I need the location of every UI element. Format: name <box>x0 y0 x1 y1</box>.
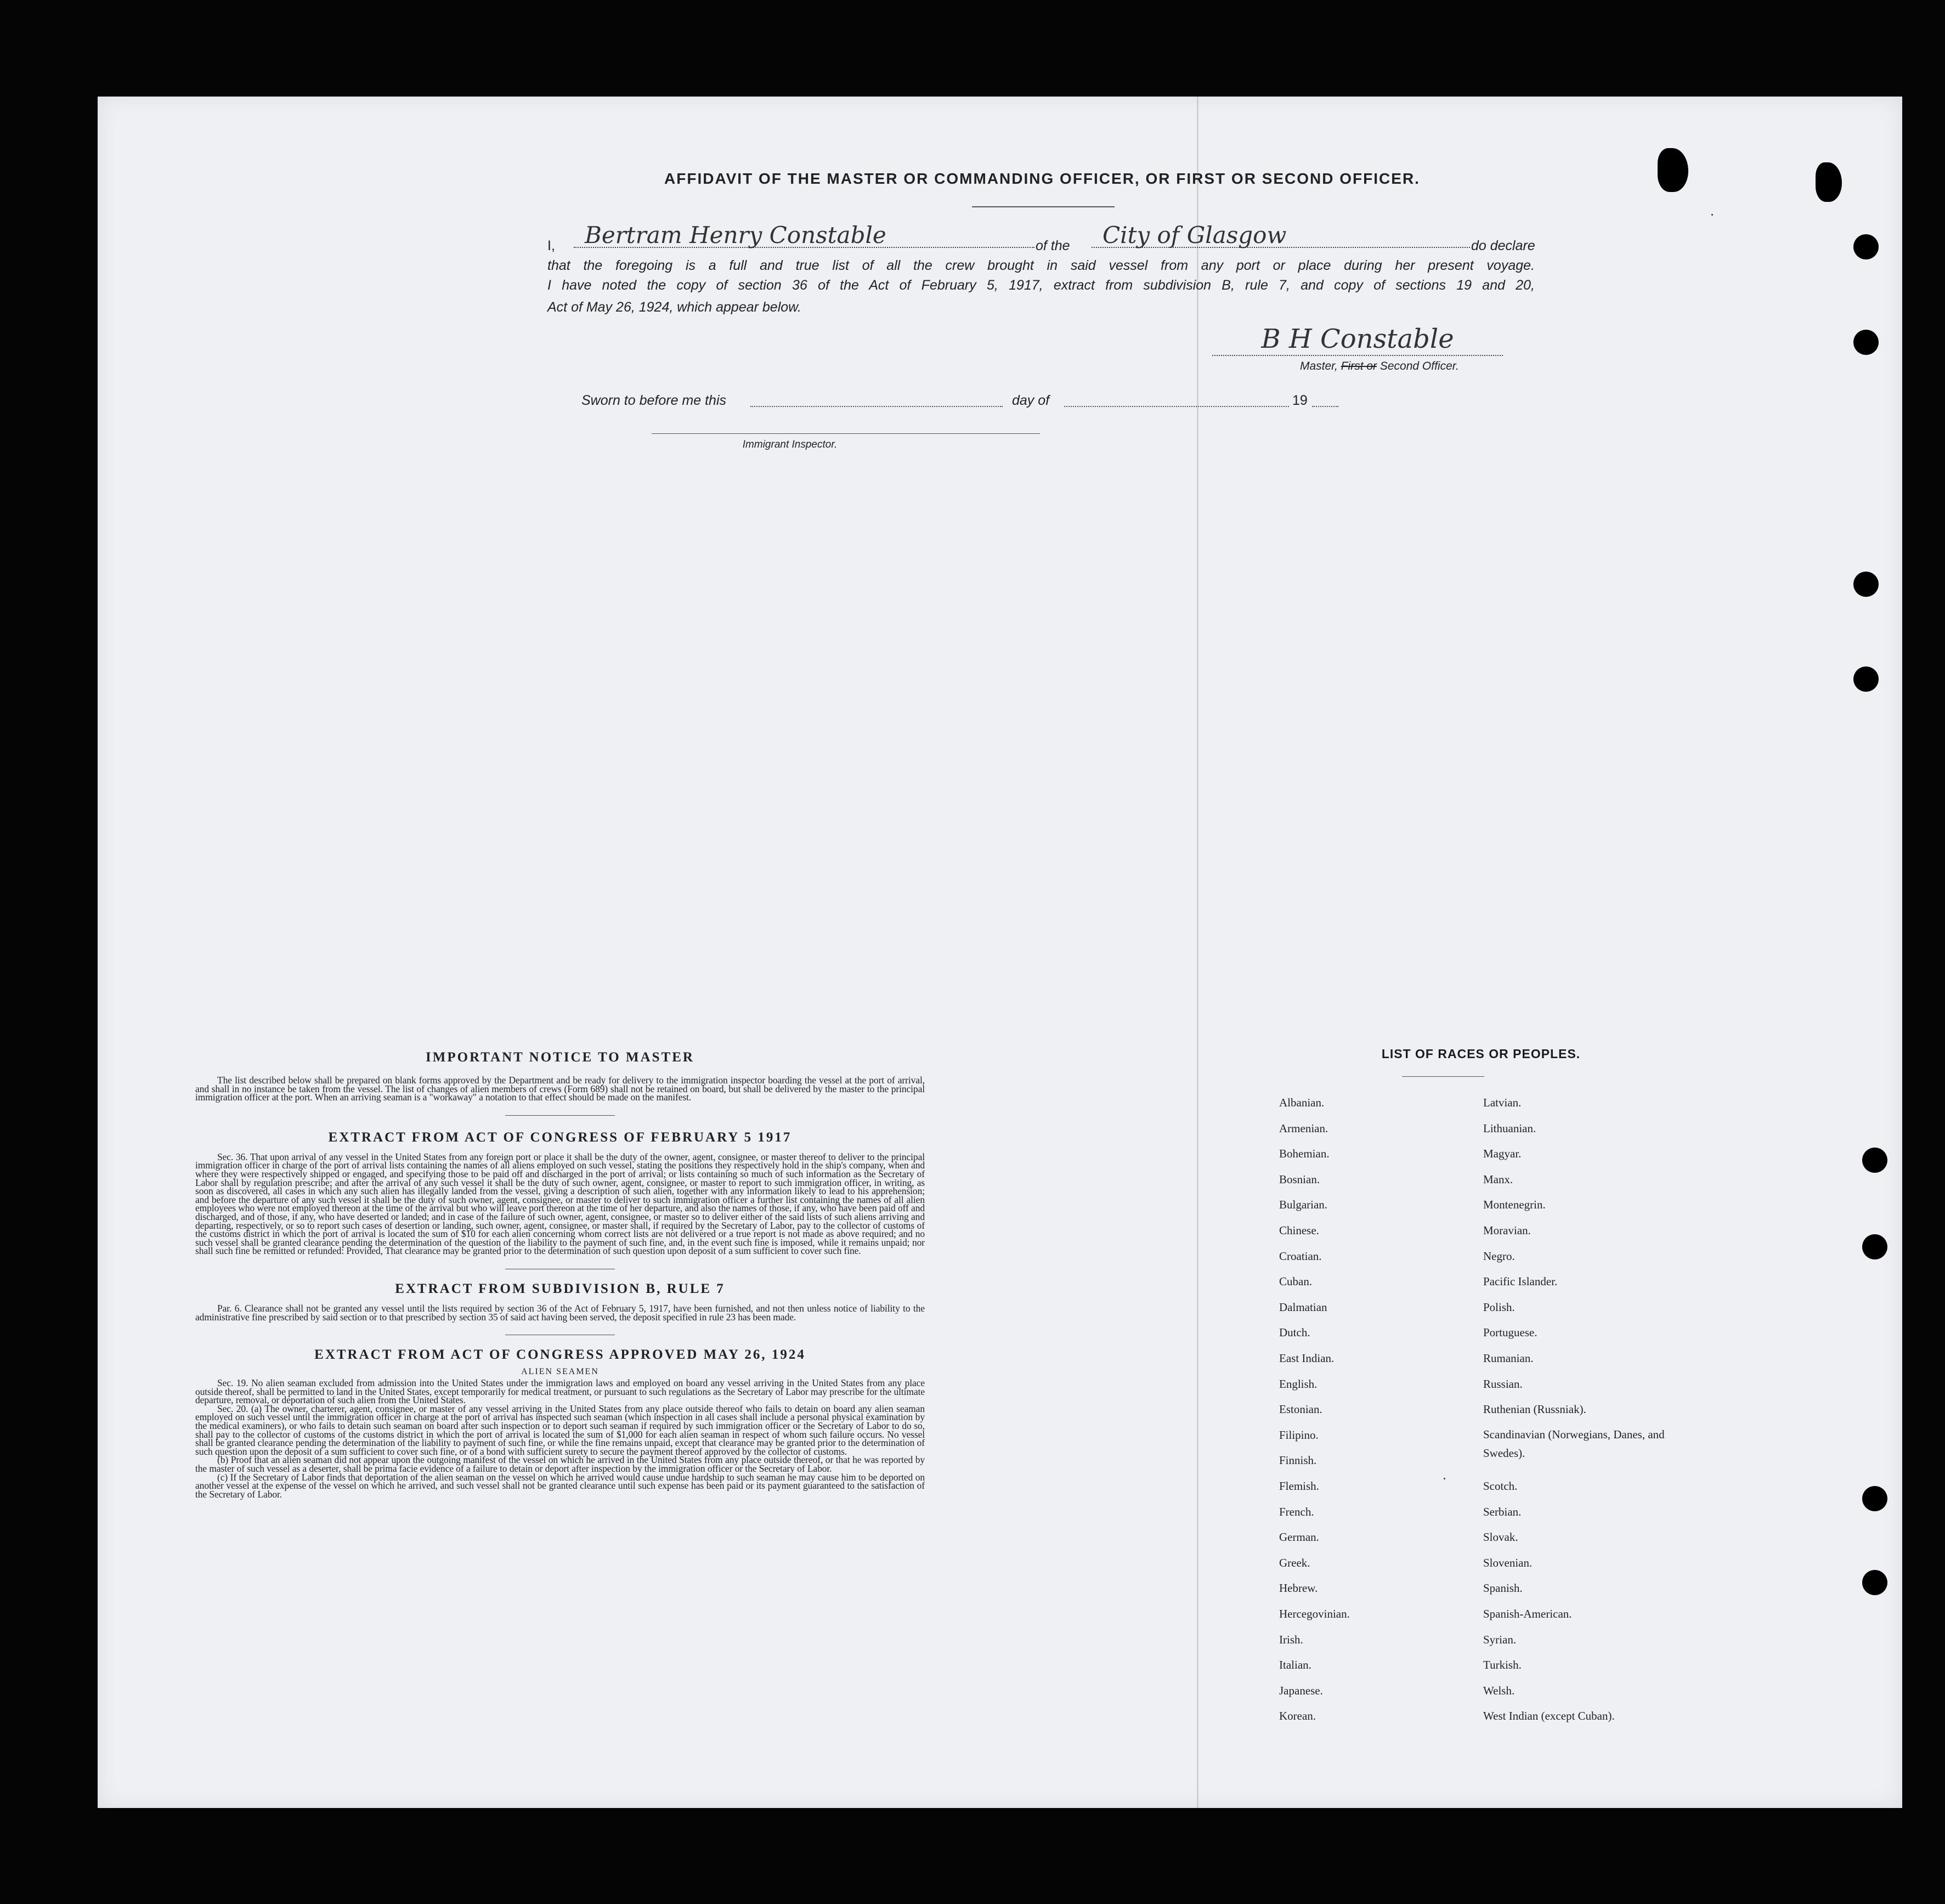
race-right-item: West Indian (except Cuban). <box>1483 1709 1615 1723</box>
sworn-label: Sworn to before me this <box>581 393 727 408</box>
divider <box>505 1115 615 1116</box>
race-left-item: Irish. <box>1279 1632 1303 1646</box>
race-left-item: Bohemian. <box>1279 1147 1330 1161</box>
race-left-item: Albanian. <box>1279 1096 1325 1109</box>
day-of-label: day of <box>1012 393 1050 408</box>
race-right-item: Manx. <box>1483 1172 1513 1186</box>
race-right-item: Rumanian. <box>1483 1352 1534 1365</box>
notice-title: IMPORTANT NOTICE TO MASTER <box>426 1050 694 1065</box>
race-right-item: Turkish. <box>1483 1658 1522 1672</box>
punch-hole <box>1853 234 1879 259</box>
race-right-item: Latvian. <box>1483 1096 1522 1109</box>
race-right-item: Moravian. <box>1483 1224 1531 1237</box>
of-the-label: of the <box>1036 238 1070 253</box>
ink-blot <box>1816 162 1842 202</box>
officer-master: Master, <box>1300 360 1338 372</box>
race-right-item: Polish. <box>1483 1300 1515 1314</box>
officer-label <box>1300 360 1459 373</box>
extract2-title: EXTRACT FROM SUBDIVISION B, RULE 7 <box>395 1281 725 1296</box>
punch-hole <box>1862 1570 1887 1595</box>
extract3-sec19: Sec. 19. No alien seaman excluded from admission into the United States under the immigration laws and employed on board any vessel arriving in the United States from any place outside thereof, shall be permitted to land in the United States, except temporarily for medical treatment, or pursuant to such regulations as the Secretary of Labor may prescribe for the ultimate departure, removal, or deportation of such alien from the United States. <box>195 1377 925 1406</box>
race-right-item: Pacific Islander. <box>1483 1275 1558 1289</box>
extract3-sec20c: (c) If the Secretary of Labor finds that deportation of the alien seaman on the vessel on which he arrived would cause undue hardship to such seaman he may cause him to be deported on another vessel at the expense of the vessel on which he arrived, and such vessel shall not be granted clearance until such expense has been paid or its payment guaranteed to the satisfaction of the Secretary of Labor. <box>195 1471 925 1500</box>
race-left-item: Japanese. <box>1279 1683 1323 1697</box>
race-right-item: Welsh. <box>1483 1683 1515 1697</box>
document-sheet <box>98 97 1902 1808</box>
master-name-field: Bertram Henry Constable <box>574 224 1034 248</box>
race-right-item: Syrian. <box>1483 1632 1517 1646</box>
race-left-item: Filipino. <box>1279 1428 1319 1442</box>
race-left-item: Bulgarian. <box>1279 1198 1328 1212</box>
race-right-item: Portuguese. <box>1483 1326 1537 1340</box>
sworn-month-line <box>1064 406 1289 407</box>
extract3-title: EXTRACT FROM ACT OF CONGRESS APPROVED MAY 26, 1924 <box>314 1347 806 1363</box>
race-right-item: Scandinavian (Norwegians, Danes, and Swedes). <box>1483 1427 1665 1460</box>
punch-hole <box>1853 666 1879 692</box>
race-right-item: Spanish. <box>1483 1581 1523 1595</box>
punch-hole <box>1862 1148 1887 1173</box>
extract3-sec20b: (b) Proof that an alien seaman did not appear upon the outgoing manifest of the vessel on which he arrived in the United States from any place outside thereof, or that he was reported by the master of such vessel as a deserter, shall be prima facie evidence of a failure to detain or deport after inspection by the immigration officer or the Secretary of Labor. <box>195 1454 925 1474</box>
race-left-item: Dutch. <box>1279 1326 1310 1340</box>
officer-second: Second Officer. <box>1379 360 1459 372</box>
race-right-item: Scotch. <box>1483 1479 1518 1493</box>
affidavit-title: AFFIDAVIT OF THE MASTER OR COMMANDING OFFICER, OR FIRST OR SECOND OFFICER. <box>664 170 1420 187</box>
race-left-item: East Indian. <box>1279 1352 1335 1365</box>
punch-hole <box>1853 572 1879 597</box>
race-right-item: Negro. <box>1483 1249 1515 1263</box>
punch-hole <box>1862 1234 1887 1259</box>
punch-hole <box>1853 330 1879 355</box>
inspector-signature-line <box>652 433 1040 434</box>
declaration-line-2: that the foregoing is a full and true list of all the crew brought in said vessel from any port or place during her present voyage. <box>547 258 1535 273</box>
race-left-item: Hercegovinian. <box>1279 1607 1350 1620</box>
race-right-item: Lithuanian. <box>1483 1121 1536 1135</box>
race-right-item: Slovenian. <box>1483 1556 1533 1569</box>
race-right-item: Russian. <box>1483 1377 1523 1391</box>
race-right-item: Spanish-American. <box>1483 1607 1572 1620</box>
declaration-line-3: I have noted the copy of section 36 of the Act of February 5, 1917, extract from subdivision B, rule 7, and copy of sections 19 and 20, <box>547 278 1535 293</box>
race-left-item: Cuban. <box>1279 1275 1313 1289</box>
race-left-item: Greek. <box>1279 1556 1310 1569</box>
race-left-item: Finnish. <box>1279 1454 1317 1467</box>
extract3-subtitle: ALIEN SEAMEN <box>521 1367 599 1377</box>
paper-speck <box>1711 214 1713 216</box>
races-title-rule <box>1402 1076 1484 1077</box>
race-left-item: Bosnian. <box>1279 1172 1320 1186</box>
extract2-body: Par. 6. Clearance shall not be granted any vessel until the lists required by section 36 of the Act of February 5, 1917, have been furnished, and not then unless notice of liability to the administrative fine prescribed by said section or to that prescribed by section 35 of said act having been served, the deposit specified in rule 23 has been made. <box>195 1302 925 1323</box>
extract1-body: Sec. 36. That upon arrival of any vessel in the United States from any foreign port or place it shall be the duty of the owner, agent, consignee, or master thereof to deliver to the principal immigration officer in charge of the port of arrival lists containing the names of all aliens employed on such vessel, stating the positions they respectively hold in the ship's company, when and where they were respectively shipped or engaged, and specifying those to be paid off and discharged in the port of arrival; or lists containing so much of such information as the Secretary of Labor shall by regulation prescribe; and after the arrival of any such vessel it shall be the duty of such owner, agent, consignee, or master to report to such immigration officer, in writing, as soon as discovered, all cases in which any such alien has illegally landed from the vessel, giving a description of such alien, together with any information likely to lead to his apprehension; and before the departure of any such vessel it shall be the duty of such owner, agent, consignee, or master to deliver to such immigration officer a further list containing the names of all alien employees who were not employed thereon at the time of the arrival but who will leave port thereon at the time of her departure, and also the names of those, if any, who have been paid off and discharged, and of those, if any, who have deserted or landed; and in case of the failure of such owner, agent, consignee, or master so to deliver either of the said lists of such aliens arriving and departing, respectively, or so to report such cases of desertion or landing, such owner, agent, consignee, or master shall, if required by the Secretary of Labor, pay to the collector of customs of the customs district in which the port of arrival is located the sum of $10 for each alien concerning whom correct lists are not delivered or a true report is not made as above required; and no such vessel shall be granted clearance pending the determination of the question of the liability to the payment of such fine, and, in the event such fine is imposed, while it remains unpaid; nor shall such fine be remitted or refunded: Provided, That clearance may be granted prior to the determination of such question upon deposit of a sum sufficient to cover such fine. <box>195 1151 925 1257</box>
extract1-title: EXTRACT FROM ACT OF CONGRESS OF FEBRUARY 5 1917 <box>328 1129 792 1145</box>
declaration-pronoun: I, <box>547 238 555 253</box>
do-declare-label: do declare <box>1471 238 1535 253</box>
title-rule <box>972 206 1115 207</box>
race-left-item: Dalmatian <box>1279 1300 1327 1314</box>
paper-speck <box>1444 1478 1445 1479</box>
punch-hole <box>1862 1486 1887 1511</box>
race-right-item: Slovak. <box>1483 1530 1518 1544</box>
race-right-item: Montenegrin. <box>1483 1198 1546 1212</box>
ink-blot <box>1658 148 1688 192</box>
race-right-item: Magyar. <box>1483 1147 1522 1161</box>
extract3-sec20a: Sec. 20. (a) The owner, charterer, agent, consignee, or master of any vessel arriving in the United States from any place outside thereof who fails to detain on board any alien seaman employed on such vessel until the immigration officer in charge at the port of arrival has inspected such seaman (which inspection in all cases shall include a personal physical examination by the medical examiners), or who fails to detain such seaman on board after such inspection or to deport such seaman if required by such immigration officer or the Secretary of Labor to do so, shall pay to the collector of customs of the customs district in which the port of arrival is located the sum of $1,000 for each alien seaman in respect of whom such failure occurs. No vessel shall be granted clearance pending the determination of the liability to payment of such fine, or while the fine remains unpaid, except that clearance may be granted prior to the determination of such question upon the deposit of a sum sufficient to cover such fine, or of a bond with sufficient surety to secure the payment thereof approved by the collector of customs. <box>195 1403 925 1457</box>
year-label: 19 <box>1292 393 1308 408</box>
notice-body: The list described below shall be prepared on blank forms approved by the Department and be ready for delivery to the immigration inspector boarding the vessel at the port of arrival, and shall in no instance be taken from the vessel. The list of changes of alien members of crews (Form 689) shall not be retained on board, but shall be delivered by the master to the principal immigration officer at the port. When an arriving seaman is a "workaway" a notation to that effect should be made on the manifest. <box>195 1075 925 1103</box>
race-left-item: Korean. <box>1279 1709 1316 1723</box>
sworn-year-line <box>1312 406 1338 407</box>
race-left-item: Estonian. <box>1279 1403 1322 1416</box>
races-title: LIST OF RACES OR PEOPLES. <box>1381 1047 1581 1061</box>
race-left-item: French. <box>1279 1505 1314 1518</box>
place-field: City of Glasgow <box>1092 224 1470 248</box>
race-left-item: Hebrew. <box>1279 1581 1318 1595</box>
notice-section <box>195 1050 925 1499</box>
officer-struck: First or <box>1341 360 1377 372</box>
declaration-line-4: Act of May 26, 1924, which appear below. <box>547 300 801 315</box>
race-left-item: Flemish. <box>1279 1479 1319 1493</box>
race-right-item: Ruthenian (Russniak). <box>1483 1403 1586 1416</box>
race-left-item: Armenian. <box>1279 1121 1328 1135</box>
sworn-date-line <box>750 406 1003 407</box>
page-fold <box>1197 97 1198 1808</box>
race-left-item: Croatian. <box>1279 1249 1322 1263</box>
race-left-item: German. <box>1279 1530 1319 1544</box>
race-left-item: English. <box>1279 1377 1318 1391</box>
inspector-label: Immigrant Inspector. <box>742 439 838 450</box>
race-left-item: Italian. <box>1279 1658 1311 1672</box>
signature: B H Constable <box>1212 325 1503 356</box>
race-right-item: Serbian. <box>1483 1505 1522 1518</box>
race-left-item: Chinese. <box>1279 1224 1319 1237</box>
